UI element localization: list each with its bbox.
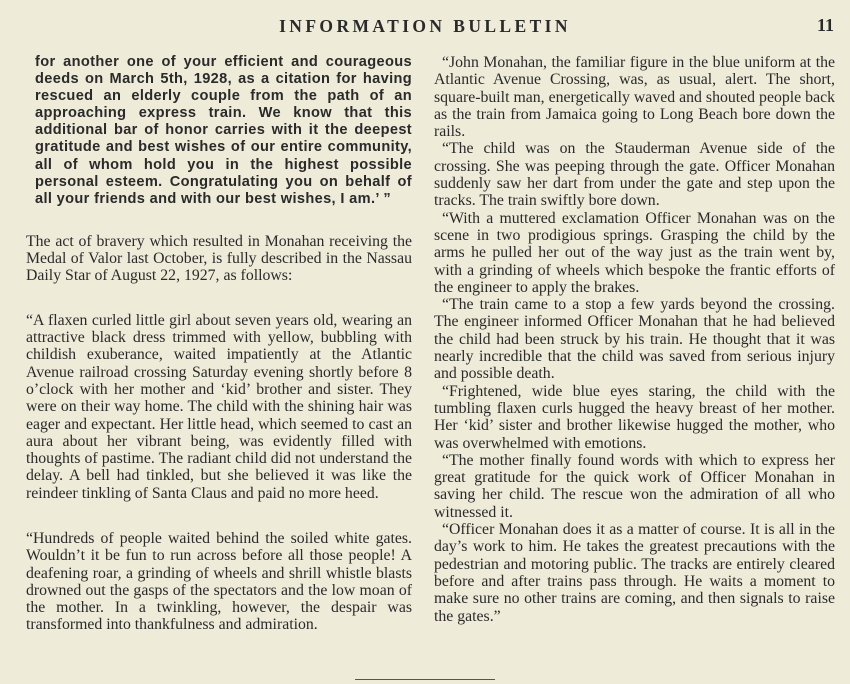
body-paragraph: “The mother finally found words with which to express her great gratitude for the quick work of Officer Monahan in saving her child. The rescue won the admiration of all who witnessed it.	[434, 451, 835, 521]
body-paragraph: “John Monahan, the familiar figure in the blue uniform at the Atlantic Avenue Crossing, was, as usual, alert. The short, square-built man, energetically waved and shouted people back as the train from Jamaica going to Long Beach bore down the rails.	[434, 54, 835, 141]
body-paragraph: “Hundreds of people waited behind the soiled white gates. Wouldn’t it be fun to run across before all those people! A deafening roar, a grinding of wheels and shrill whistle blasts drowned out the gasps of the spectators and the low moan of the mother. In a twinkling, however, the despair was transformed into thankfulness and admiration.	[26, 530, 412, 634]
left-column	[26, 54, 412, 634]
body-paragraph: “A flaxen curled little girl about seven years old, wearing an attractive black dress trimmed with yellow, bubbling with childish exuberance, waited impatiently at the Atlantic Avenue railroad crossing Saturday evening shortly before 8 o’clock with her mother and ‘kid’ brother and sister. They were on their way home. The child with the shining hair was eager and expectant. Her little head, which seemed to cast an aura about her vibrant being, was evidently filled with thoughts of pastime. The radiant child did not understand the delay. A bell had tinkled, but she believed it was like the reindeer tinkling of Santa Claus and paid no more heed.	[26, 311, 412, 502]
body-paragraph: “Officer Monahan does it as a matter of course. It is all in the day’s work to him. He takes the greatest precautions with the pedestrian and motoring public. The tracks are entirely cleared before and after trains pass through. He waits a moment to make sure no other trains are coming, and then signals to raise the gates.”	[434, 521, 835, 625]
running-title: INFORMATION BULLETIN	[279, 16, 571, 36]
page-header	[0, 10, 850, 40]
body-paragraph: The act of bravery which resulted in Monahan receiving the Medal of Valor last October, is fully described in the Nassau Daily Star of August 22, 1927, as follows:	[26, 232, 412, 285]
letter-quote-paragraph: for another one of your efficient and courageous deeds on March 5th, 1928, as a citation for having rescued an elderly couple from the path of an approaching express train. We know that this additional bar of honor carries with it the deepest gratitude and best wishes of our entire community, all of whom hold you in the highest possible personal esteem. Congratulating you on behalf of all your friends and with our best wishes, I am.’ ”	[35, 54, 412, 207]
body-paragraph: “Frightened, wide blue eyes staring, the child with the tumbling flaxen curls hugged the heavy breast of her mother. Her ‘kid’ sister and brother likewise hugged the mother, who was overwhelmed with emotions.	[434, 382, 835, 452]
right-column	[434, 54, 835, 625]
section-divider-rule	[355, 679, 495, 680]
page-number: 11	[816, 15, 834, 35]
body-paragraph: “The train came to a stop a few yards beyond the crossing. The engineer informed Officer Monahan that he had believed the child had been struck by his train. He thought that it was nearly incredible that the child was saved from serious injury and possible death.	[434, 296, 835, 383]
body-paragraph: “The child was on the Stauderman Avenue side of the crossing. She was peeping through the gate. Officer Monahan suddenly saw her dart from under the gate and step upon the tracks. The train swiftly bore down.	[434, 140, 835, 210]
body-paragraph: “With a muttered exclamation Officer Monahan was on the scene in two prodigious springs. Grasping the child by the arms he pulled her out of the way just as the train went by, with a grinding of wheels which bespoke the frantic efforts of the engineer to apply the brakes.	[434, 209, 835, 296]
